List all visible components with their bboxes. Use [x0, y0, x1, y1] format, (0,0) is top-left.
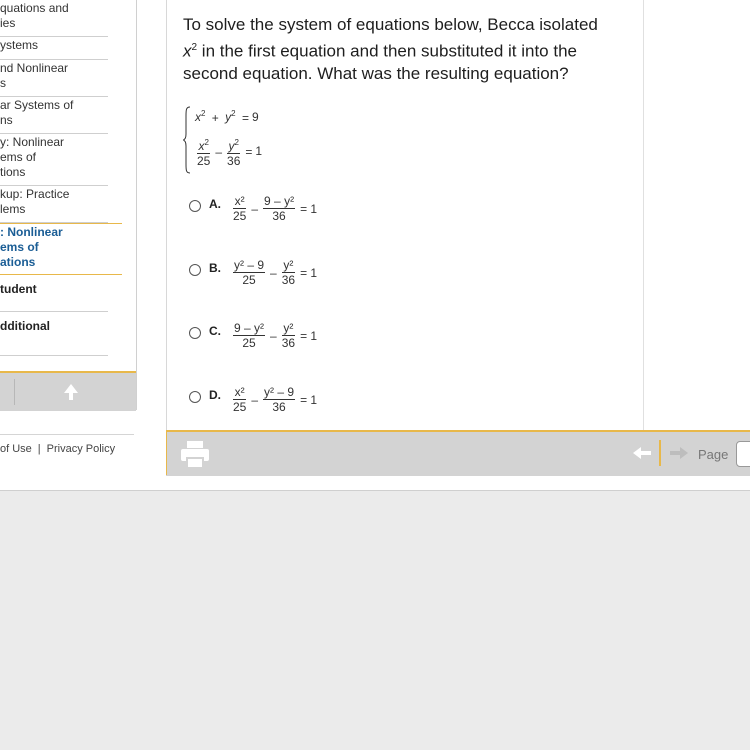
sidebar-item-label: nd Nonlinear s	[0, 61, 69, 90]
system-equation-2: $\frac{x^2}{25}$ – $\frac{y^2}{36}$ = 1	[197, 138, 263, 168]
option-fraction-1	[233, 258, 265, 287]
sidebar-item[interactable]	[0, 37, 108, 60]
sidebar-control-separator	[14, 379, 15, 405]
question-text	[183, 14, 638, 85]
option-denominator-2: 36	[272, 400, 286, 414]
option-numerator-2: 9 – y²	[264, 194, 295, 208]
page-divider	[0, 490, 750, 491]
sidebar-controls	[0, 371, 136, 411]
question-line-2: in the first equation and then substituted it into the	[197, 41, 577, 61]
system-brace-icon	[183, 106, 191, 174]
option-letter: A.	[209, 197, 221, 211]
option-denominator-1: 25	[233, 209, 247, 223]
option-letter: B.	[209, 261, 221, 275]
footer-link-separator: |	[37, 443, 41, 455]
eq2-den-1: 25	[197, 154, 211, 168]
option-rhs: = 1	[300, 201, 318, 216]
option-denominator-1: 25	[242, 336, 256, 350]
content-right-border	[643, 0, 644, 430]
minus-sign: –	[270, 328, 277, 343]
option-numerator-2: y²	[283, 321, 294, 335]
option-rhs: = 1	[300, 328, 318, 343]
sidebar-item[interactable]	[0, 186, 108, 223]
eq1-term-y: y	[225, 110, 232, 124]
option-numerator-1: y² – 9	[234, 258, 265, 272]
up-arrow-icon[interactable]	[63, 382, 79, 402]
option-expression	[231, 385, 320, 414]
option-fraction-1	[233, 194, 246, 223]
system-equation-1: $x^2 + y^2 = 9$	[195, 109, 259, 125]
eq2-num-1: x	[198, 139, 205, 153]
radio-button[interactable]	[189, 264, 201, 276]
question-variable: x	[183, 41, 192, 61]
lesson-sidebar	[0, 0, 137, 410]
sidebar-item-label: ystems	[0, 38, 39, 52]
option-denominator-1: 25	[233, 400, 247, 414]
sidebar-item[interactable]	[0, 223, 122, 275]
sidebar-item[interactable]	[0, 312, 108, 356]
answer-option[interactable]	[189, 194, 389, 240]
radio-button[interactable]	[189, 327, 201, 339]
option-denominator-2: 36	[272, 209, 286, 223]
eq1-term-x: x	[195, 110, 201, 124]
radio-button[interactable]	[189, 200, 201, 212]
option-fraction-2	[282, 258, 295, 287]
option-fraction-1	[233, 385, 246, 414]
content-left-border	[166, 0, 167, 430]
minus-sign: –	[251, 392, 259, 407]
eq2-rhs: 1	[255, 144, 263, 159]
answer-option[interactable]	[189, 258, 389, 304]
option-numerator-2: y² – 9	[264, 385, 295, 399]
option-fraction-2	[282, 321, 295, 350]
next-arrow-icon[interactable]	[669, 446, 689, 460]
print-icon[interactable]	[180, 440, 210, 468]
option-fraction-2	[263, 385, 295, 414]
option-numerator-1: x²	[234, 385, 245, 399]
sidebar-item-label: tudent	[0, 282, 37, 296]
minus-sign: –	[251, 201, 259, 216]
sidebar-item-label: ar Systems of ns	[0, 98, 74, 127]
option-fraction-2	[263, 194, 295, 223]
prev-arrow-icon[interactable]	[632, 446, 652, 460]
sidebar-item-label: kup: Practice lems	[0, 187, 70, 216]
question-exponent: 2	[191, 41, 198, 53]
toolbar-separator	[659, 440, 661, 466]
option-numerator-1: x²	[234, 194, 245, 208]
sidebar-item-label: quations and ies	[0, 1, 69, 30]
option-denominator-1: 25	[242, 273, 256, 287]
eq2-fraction-1: $\frac{x^2}{25}$	[197, 138, 211, 168]
page-number-input[interactable]	[736, 441, 750, 467]
eq2-den-2: 36	[227, 154, 241, 168]
option-rhs: = 1	[300, 392, 318, 407]
bottom-toolbar	[166, 430, 750, 476]
answer-option[interactable]	[189, 385, 389, 431]
footer-links	[0, 443, 115, 455]
toolbar-left-border	[166, 430, 167, 475]
page-label: Page	[698, 447, 729, 462]
option-expression	[231, 321, 320, 350]
sidebar-item[interactable]	[0, 134, 108, 186]
eq2-num-2: y	[228, 139, 235, 153]
sidebar-item-label: dditional	[0, 319, 50, 333]
terms-of-use-link[interactable]: of Use	[0, 443, 32, 455]
option-denominator-2: 36	[281, 336, 296, 350]
minus-sign: –	[270, 265, 277, 280]
sidebar-item-label: : Nonlinear ems of ations	[0, 225, 63, 269]
answer-option[interactable]	[189, 321, 389, 367]
option-letter: C.	[209, 324, 221, 338]
sidebar-item[interactable]	[0, 97, 108, 134]
sidebar-item-label: y: Nonlinear ems of tions	[0, 135, 65, 179]
privacy-policy-link[interactable]: Privacy Policy	[46, 443, 116, 455]
option-rhs: = 1	[300, 265, 318, 280]
option-letter: D.	[209, 388, 221, 402]
option-fraction-1	[233, 321, 265, 350]
eq2-fraction-2: $\frac{y^2}{36}$	[227, 138, 241, 168]
eq1-rhs: 9	[251, 110, 259, 124]
option-expression	[231, 258, 320, 287]
sidebar-item[interactable]	[0, 60, 108, 97]
option-numerator-2: y²	[283, 258, 294, 272]
option-denominator-2: 36	[281, 273, 296, 287]
footer-separator	[0, 434, 134, 435]
option-numerator-1: 9 – y²	[234, 321, 265, 335]
question-line-3: second equation. What was the resulting equation?	[183, 63, 569, 83]
option-expression	[231, 194, 320, 223]
question-line-1: To solve the system of equations below, Becca isolated	[183, 15, 598, 34]
sidebar-item[interactable]	[0, 275, 108, 312]
lesson-nav-list	[0, 0, 108, 356]
radio-button[interactable]	[189, 391, 201, 403]
sidebar-item[interactable]	[0, 0, 108, 37]
